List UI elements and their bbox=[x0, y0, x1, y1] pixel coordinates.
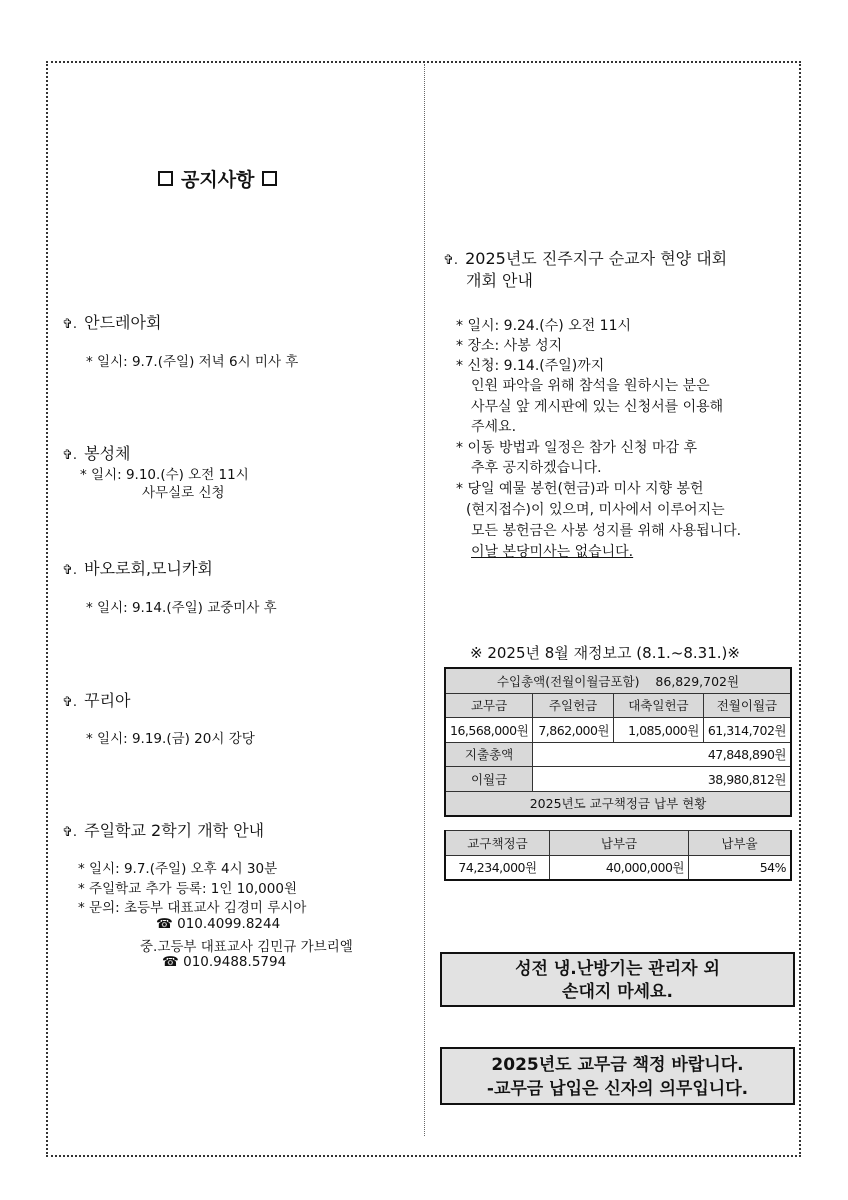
table-row bbox=[445, 668, 791, 693]
table-header: 교구책정금 bbox=[445, 831, 550, 856]
diocese-title: 2025년도 교구책정금 납부 현황 bbox=[445, 791, 791, 816]
phone-line: ☎ 010.4099.8244 bbox=[156, 916, 281, 932]
cross-bullet-icon: ✞. bbox=[62, 825, 78, 840]
pilgrimage-line: 추후 공지하겠습니다. bbox=[471, 460, 602, 476]
table-header: 교무금 bbox=[445, 693, 533, 718]
table-row bbox=[445, 693, 791, 718]
cross-bullet-icon: ✞. bbox=[62, 317, 78, 332]
pilgrimage-line: 주세요. bbox=[471, 419, 517, 435]
cross-bullet-icon: ✞. bbox=[443, 253, 459, 268]
baoro-heading: ✞. 바오로회,모니카회 bbox=[62, 559, 213, 578]
table-cell: 61,314,702원 bbox=[703, 718, 791, 743]
sunday-school-line: * 주일학교 추가 등록: 1인 10,000원 bbox=[78, 881, 297, 897]
pilgrimage-line: 모든 봉헌금은 사봉 성지를 위해 사용됩니다. bbox=[471, 523, 742, 539]
pilgrimage-line-underlined: 이날 본당미사는 없습니다. bbox=[471, 544, 634, 560]
finance-title: ※ 2025년 8월 재정보고 (8.1.~8.31.)※ bbox=[470, 644, 740, 662]
sunday-school-line: * 일시: 9.7.(주일) 오후 4시 30분 bbox=[78, 861, 278, 877]
andrea-line: * 일시: 9.7.(주일) 저녁 6시 미사 후 bbox=[86, 354, 299, 370]
table-cell: 16,568,000원 bbox=[445, 718, 533, 743]
dues-notice: 2025년도 교무금 책정 바랍니다. -교무금 납입은 신자의 의무입니다. bbox=[440, 1047, 795, 1105]
square-box-icon bbox=[262, 171, 277, 186]
pilgrimage-heading-line2: 개회 안내 bbox=[466, 271, 533, 290]
pilgrimage-line: * 이동 방법과 일정은 참가 신청 마감 후 bbox=[456, 440, 698, 456]
pilgrimage-line: 인원 파악을 위해 참석을 원하시는 분은 bbox=[471, 378, 710, 394]
table-row bbox=[445, 718, 791, 743]
bongseong-line: * 일시: 9.10.(수) 오전 11시 bbox=[80, 467, 249, 483]
kkuria-line: * 일시: 9.19.(금) 20시 강당 bbox=[86, 731, 255, 747]
column-divider bbox=[424, 64, 425, 1136]
baoro-line: * 일시: 9.14.(주일) 교중미사 후 bbox=[86, 600, 277, 616]
expense-label: 지출총액 bbox=[445, 742, 533, 767]
page-title-text: 공지사항 bbox=[181, 169, 255, 191]
aircon-notice: 성전 냉.난방기는 관리자 외 손대지 마세요. bbox=[440, 952, 795, 1007]
table-cell: 54% bbox=[689, 855, 792, 880]
table-row bbox=[445, 831, 791, 856]
table-header: 주일헌금 bbox=[533, 693, 614, 718]
pilgrimage-line: (현지접수)이 있으며, 미사에서 이루어지는 bbox=[466, 502, 725, 518]
phone-line: ☎ 010.9488.5794 bbox=[162, 954, 287, 970]
pilgrimage-line: * 장소: 사봉 성지 bbox=[456, 338, 563, 354]
pilgrimage-line: * 일시: 9.24.(수) 오전 11시 bbox=[456, 318, 632, 334]
table-header: 납부율 bbox=[689, 831, 792, 856]
carryover-label: 이월금 bbox=[445, 767, 533, 792]
cross-bullet-icon: ✞. bbox=[62, 448, 78, 463]
table-cell: 40,000,000원 bbox=[550, 855, 689, 880]
andrea-heading: ✞. 안드레아회 bbox=[62, 313, 162, 332]
table-row bbox=[445, 742, 791, 767]
table-row bbox=[445, 767, 791, 792]
diocese-table bbox=[444, 830, 792, 881]
expense-value: 47,848,890원 bbox=[533, 742, 791, 767]
bongseong-line: 사무실로 신청 bbox=[142, 485, 225, 501]
table-header: 납부금 bbox=[550, 831, 689, 856]
pilgrimage-heading: ✞. 2025년도 진주지구 순교자 현양 대회 bbox=[443, 249, 728, 268]
table-header: 전월이월금 bbox=[703, 693, 791, 718]
table-cell: 1,085,000원 bbox=[614, 718, 704, 743]
table-header: 대축일헌금 bbox=[614, 693, 704, 718]
table-cell: 74,234,000원 bbox=[445, 855, 550, 880]
carryover-value: 38,980,812원 bbox=[533, 767, 791, 792]
income-total-cell: 수입총액(전월이월금포함) 86,829,702원 bbox=[445, 668, 791, 693]
square-box-icon bbox=[158, 171, 173, 186]
table-row bbox=[445, 791, 791, 816]
page-title bbox=[150, 165, 285, 192]
cross-bullet-icon: ✞. bbox=[62, 563, 78, 578]
table-cell: 7,862,000원 bbox=[533, 718, 614, 743]
table-row bbox=[445, 855, 791, 880]
sunday-school-heading: ✞. 주일학교 2학기 개학 안내 bbox=[62, 821, 265, 840]
sunday-school-line: 중.고등부 대표교사 김민규 가브리엘 bbox=[140, 939, 353, 955]
bongseong-heading: ✞. 봉성체 bbox=[62, 444, 131, 463]
kkuria-heading: ✞. 꾸리아 bbox=[62, 691, 131, 710]
cross-bullet-icon: ✞. bbox=[62, 695, 78, 710]
pilgrimage-line: * 당일 예물 봉헌(현금)과 미사 지향 봉헌 bbox=[456, 481, 704, 497]
pilgrimage-line: * 신청: 9.14.(주일)까지 bbox=[456, 358, 605, 374]
finance-table bbox=[444, 667, 792, 817]
sunday-school-line: * 문의: 초등부 대표교사 김경미 루시아 bbox=[78, 900, 307, 916]
pilgrimage-line: 사무실 앞 게시판에 있는 신청서를 이용해 bbox=[471, 399, 724, 415]
